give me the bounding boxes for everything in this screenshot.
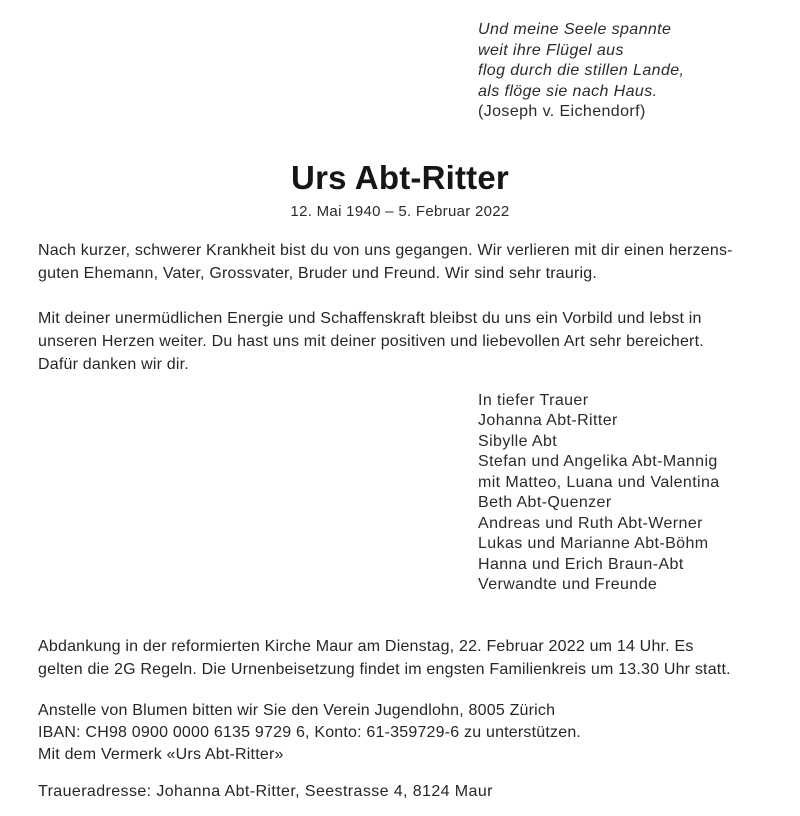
mourner-name: Lukas und Marianne Abt-Böhm [478, 535, 709, 552]
text-line: guten Ehemann, Vater, Grossvater, Bruder und Freund. Wir sind sehr traurig. [38, 264, 597, 282]
text-line: Abdankung in der reformierten Kirche Maur am Dienstag, 22. Februar 2022 um 14 Uhr. Es [38, 637, 694, 655]
deceased-name: Urs Abt-Ritter [291, 158, 509, 196]
mourner-name: Verwandte und Freunde [478, 576, 658, 593]
text-line: unseren Herzen weiter. Du hast uns mit deiner positiven und liebevollen Art sehr bereichert. [38, 332, 704, 350]
poem-block [478, 20, 762, 123]
text-line: Dafür danken wir dir. [38, 355, 189, 373]
paragraph-condolence [38, 239, 762, 285]
mourners-intro: In tiefer Trauer [478, 391, 589, 409]
mourners-block [478, 391, 762, 596]
mourner-name: Andreas und Ruth Abt-Werner [478, 514, 703, 532]
poem-attribution: (Joseph v. Eichendorf) [478, 103, 646, 120]
poem-line: weit ihre Flügel aus [478, 41, 624, 59]
paragraph-donations-info [38, 700, 762, 766]
text-line: Nach kurzer, schwerer Krankheit bist du von uns gegangen. Wir verlieren mit dir einen herzens- [38, 241, 733, 259]
paragraph-service-info [38, 635, 762, 681]
mourner-name: Beth Abt-Quenzer [478, 494, 612, 511]
mourner-name: Sibylle Abt [478, 432, 558, 450]
mourner-name: Johanna Abt-Ritter [478, 412, 618, 429]
poem-line: Und meine Seele spannte [478, 21, 672, 38]
poem-line: flog durch die stillen Lande, [478, 62, 685, 79]
text-line: Mit dem Vermerk «Urs Abt-Ritter» [38, 745, 284, 763]
text-line: gelten die 2G Regeln. Die Urnenbeisetzung findet im engsten Familienkreis um 13.30 Uhr statt. [38, 660, 731, 678]
life-dates: 12. Mai 1940 – 5. Februar 2022 [290, 202, 510, 220]
mourner-name: mit Matteo, Luana und Valentina [478, 473, 720, 491]
poem-line: als flöge sie nach Haus. [478, 82, 658, 100]
mourner-name: Hanna und Erich Braun-Abt [478, 555, 684, 573]
paragraph-tribute [38, 307, 762, 376]
mourner-name: Stefan und Angelika Abt-Mannig [478, 453, 718, 470]
mourning-address: Traueradresse: Johanna Abt-Ritter, Seestrasse 4, 8124 Maur [38, 782, 493, 800]
text-line: Mit deiner unermüdlichen Energie und Schaffenskraft bleibst du uns ein Vorbild und lebst in [38, 309, 702, 327]
text-line: Anstelle von Blumen bitten wir Sie den Verein Jugendlohn, 8005 Zürich [38, 701, 556, 719]
text-line: IBAN: CH98 0900 0000 6135 9729 6, Konto: 61-359729-6 zu unterstützen. [38, 723, 582, 741]
